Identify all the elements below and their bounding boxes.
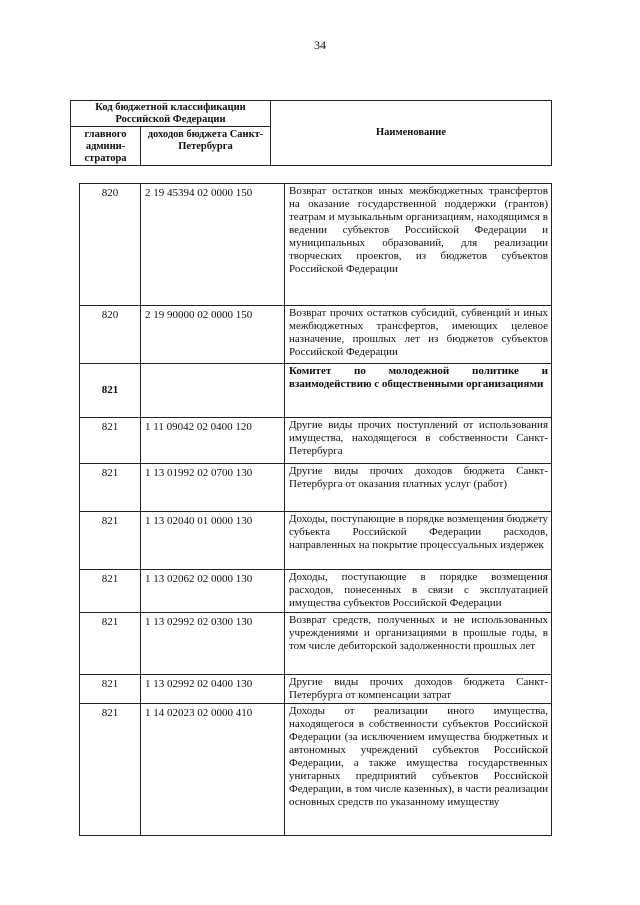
admin-code-cell: 821	[80, 464, 141, 512]
table-header	[70, 100, 552, 166]
income-code-cell: 2 19 45394 02 0000 150	[141, 184, 285, 306]
admin-column-header: главного админи-стратора	[71, 127, 141, 166]
admin-code-cell: 820	[80, 306, 141, 364]
name-cell: Возврат прочих остатков субсидий, субвенций и иных межбюджетных трансфертов, имеющих целевое назначение, прошлых лет из бюджетов субъектов Российской Федерации	[285, 306, 552, 364]
admin-code-cell: 821	[80, 675, 141, 704]
admin-code-cell: 821	[80, 364, 141, 418]
income-code-cell: 1 13 02062 02 0000 130	[141, 570, 285, 613]
budget-code-header: Код бюджетной классификации Российской Федерации	[71, 101, 271, 127]
budget-codes-table	[79, 183, 552, 836]
table-row	[80, 418, 552, 464]
admin-code-cell: 820	[80, 184, 141, 306]
income-code-cell: 1 11 09042 02 0400 120	[141, 418, 285, 464]
admin-code-cell: 821	[80, 570, 141, 613]
table-row	[80, 613, 552, 675]
table-row	[80, 184, 552, 306]
name-cell: Возврат остатков иных межбюджетных трансфертов на оказание государственной поддержки (грантов) театрам и музыкальным организациям, находящимся в ведении субъектов Российской Федерации и муниципальных образований, для реализации творческих проектов, из бюджетов субъектов Российской Федерации	[285, 184, 552, 306]
income-code-cell: 1 13 01992 02 0700 130	[141, 464, 285, 512]
name-cell: Доходы от реализации иного имущества, находящегося в собственности субъектов Российской Федерации (за исключением имущества бюджетных и автономных учреждений субъектов Российской Федерации, а также имущества государственных унитарных предприятий субъектов Российской Федерации, в том числе казенных), в части реализации основных средств по указанному имуществу	[285, 704, 552, 836]
table-row	[80, 306, 552, 364]
income-column-header: доходов бюджета Санкт-Петербурга	[141, 127, 271, 166]
admin-code-cell: 821	[80, 418, 141, 464]
name-header: Наименование	[271, 101, 552, 166]
table-row	[80, 675, 552, 704]
income-code-cell: 1 13 02992 02 0300 130	[141, 613, 285, 675]
table-row	[80, 512, 552, 570]
name-cell: Другие виды прочих поступлений от использования имущества, находящегося в собственности Санкт-Петербурга	[285, 418, 552, 464]
name-cell: Возврат средств, полученных и не использованных учреждениями и организациями в прошлые годы, в том числе дебиторской задолженности прошлых лет	[285, 613, 552, 675]
table-row	[80, 364, 552, 418]
admin-code-cell: 821	[80, 704, 141, 836]
name-cell: Доходы, поступающие в порядке возмещения расходов, понесенных в связи с эксплуатацией имущества субъектов Российской Федерации	[285, 570, 552, 613]
page-number: 34	[314, 38, 326, 52]
income-code-cell: 1 14 02023 02 0000 410	[141, 704, 285, 836]
name-cell: Другие виды прочих доходов бюджета Санкт-Петербурга от компенсации затрат	[285, 675, 552, 704]
table-row	[80, 704, 552, 836]
name-cell: Доходы, поступающие в порядке возмещения бюджету субъекта Российской Федерации расходов, направленных на покрытие процессуальных издержек	[285, 512, 552, 570]
name-cell: Комитет по молодежной политике и взаимодействию с общественными организациями	[285, 364, 552, 418]
name-cell: Другие виды прочих доходов бюджета Санкт-Петербурга от оказания платных услуг (работ)	[285, 464, 552, 512]
income-code-cell: 1 13 02040 01 0000 130	[141, 512, 285, 570]
admin-code-cell: 821	[80, 613, 141, 675]
table-row	[80, 570, 552, 613]
income-code-cell: 2 19 90000 02 0000 150	[141, 306, 285, 364]
income-code-cell	[141, 364, 285, 418]
table-row	[80, 464, 552, 512]
income-code-cell: 1 13 02992 02 0400 130	[141, 675, 285, 704]
admin-code-cell: 821	[80, 512, 141, 570]
